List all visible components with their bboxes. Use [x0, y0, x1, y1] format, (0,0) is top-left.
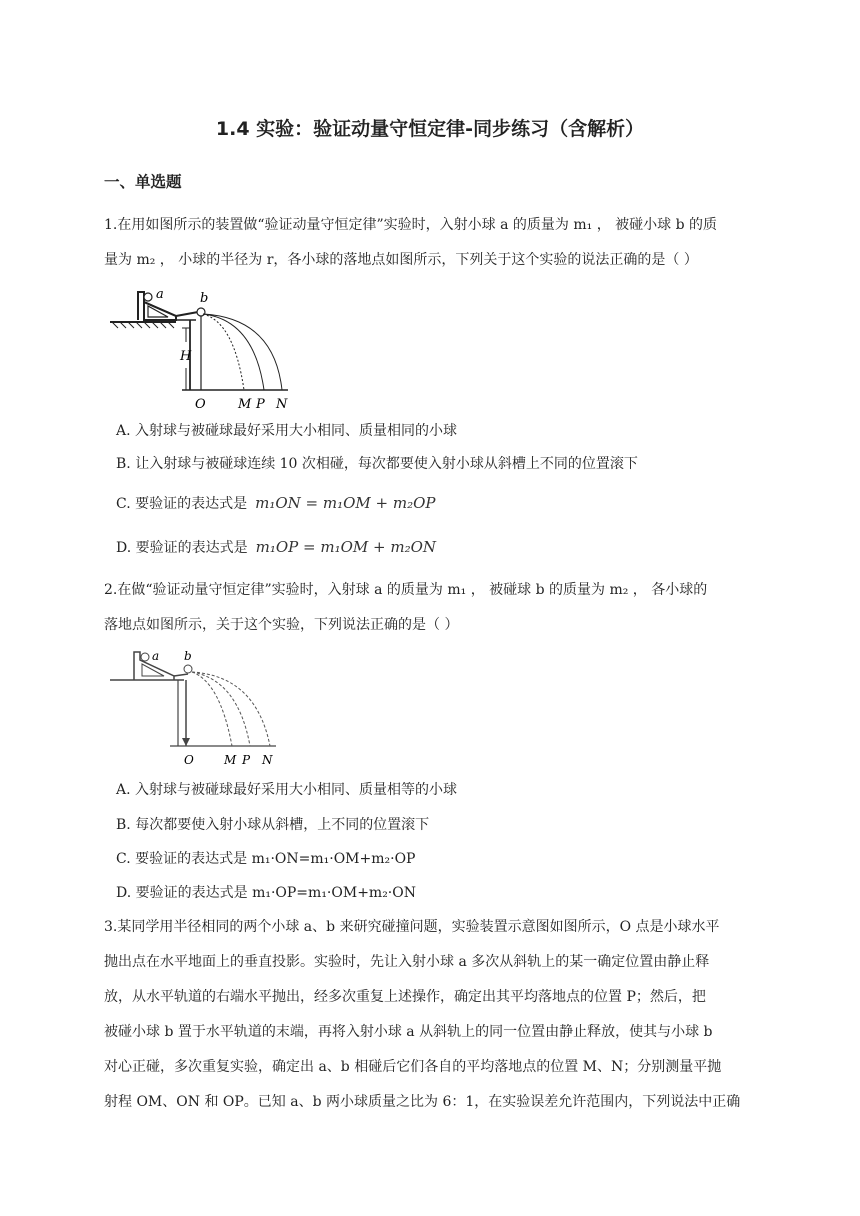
figure-label-m: M	[238, 397, 252, 412]
question-3-line-3: 放，从水平轨道的右端水平抛出，经多次重复上述操作，确定出其平均落地点的位置 P；然后，把	[104, 989, 706, 1005]
figure-label-o: O	[195, 397, 206, 412]
question-2-figure	[104, 646, 294, 770]
q2-option-b: B. 每次都要使入射小球从斜槽，上不同的位置滚下	[116, 817, 430, 833]
figure-label-a: a	[156, 287, 164, 302]
q1-option-c	[116, 493, 436, 514]
question-3-line-4: 被碰小球 b 置于水平轨道的末端，再将入射小球 a 从斜轨上的同一位置由静止释放，使其与小球 b	[104, 1024, 713, 1040]
question-2-text	[104, 573, 756, 643]
figure-2-label-m: M	[224, 753, 237, 767]
question-3-text	[104, 910, 756, 1120]
q1-formula-c: m₁ON = m₁OM + m₂OP	[255, 494, 436, 512]
question-3-line-6: 射程 OM、ON 和 OP。已知 a、b 两小球质量之比为 6：1，在实验误差允许范围内，下列说法中正确	[104, 1094, 741, 1110]
figure-label-h: H	[180, 349, 192, 364]
q1-option-d-text: D. 要验证的表达式是	[116, 540, 248, 556]
question-1-figure	[104, 284, 304, 414]
question-2-line-2: 落地点如图所示，关于这个实验，下列说法正确的是（ ）	[104, 617, 459, 633]
question-1-line-2: 量为 m₂ ， 小球的半径为 r，各小球的落地点如图所示，下列关于这个实验的说法正确的是（ ）	[104, 252, 698, 268]
figure-2-label-b: b	[184, 649, 192, 663]
figure-2-label-a: a	[152, 649, 160, 663]
question-3-line-2: 抛出点在水平地面上的垂直投影。实验时，先让入射小球 a 多次从斜轨上的某一确定位置由静止释	[104, 954, 710, 970]
question-1-text	[104, 208, 756, 278]
q1-option-c-text: C. 要验证的表达式是	[116, 496, 248, 512]
question-3-line-1: 3.某同学用半径相同的两个小球 a、b 来研究碰撞问题，实验装置示意图如图所示，O 点是小球水平	[104, 919, 720, 935]
question-1-line-1: 1.在用如图所示的装置做“验证动量守恒定律”实验时，入射小球 a 的质量为 m₁ ， 被碰小球 b 的质	[104, 217, 718, 233]
q1-option-d	[116, 537, 436, 558]
q1-formula-d: m₁OP = m₁OM + m₂ON	[255, 538, 437, 556]
q1-option-b: B. 让入射球与被碰球连续 10 次相碰，每次都要使入射小球从斜槽上不同的位置滚下	[116, 456, 638, 472]
q2-option-a: A. 入射球与被碰球最好采用大小相同、质量相等的小球	[116, 782, 458, 798]
q2-option-c: C. 要验证的表达式是 m₁·ON=m₁·OM+m₂·OP	[116, 851, 416, 867]
figure-label-p: P	[256, 397, 265, 412]
figure-label-b: b	[200, 291, 209, 306]
question-2-line-1: 2.在做“验证动量守恒定律”实验时，入射球 a 的质量为 m₁ ， 被碰球 b 的质量为 m₂ ， 各小球的	[104, 582, 708, 598]
q1-option-a: A. 入射球与被碰球最好采用大小相同、质量相同的小球	[116, 423, 458, 439]
page-title: 1.4 实验：验证动量守恒定律-同步练习（含解析）	[215, 118, 645, 140]
figure-2-label-p: P	[242, 753, 251, 767]
question-3-line-5: 对心正碰，多次重复实验，确定出 a、b 相碰后它们各自的平均落地点的位置 M、N；分别测量平抛	[104, 1059, 722, 1075]
q2-option-d: D. 要验证的表达式是 m₁·OP=m₁·OM+m₂·ON	[116, 885, 416, 901]
section-heading: 一、单选题	[104, 173, 182, 191]
figure-label-n: N	[276, 397, 288, 412]
figure-2-label-o: O	[184, 753, 194, 767]
figure-2-label-n: N	[262, 753, 273, 767]
